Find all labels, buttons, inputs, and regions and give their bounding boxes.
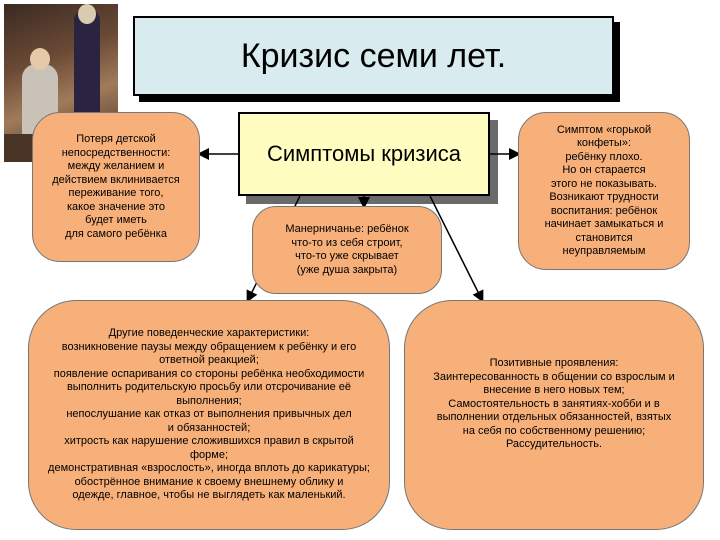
page-title: Кризис семи лет. — [240, 36, 507, 75]
bitter-text: Симптом «горькой конфеты»: ребёнку плохо. Но он старается этого не показывать. Возникают трудности воспитания: ребёнок начинает замыкаться и становится неуправляемым — [544, 123, 664, 257]
other-text: Другие поведенческие характеристики: возникновение паузы между обращением к ребёнку и его ответной реакцией; появление оспаривания со стороны ребёнка необходимости выполнить родительскую просьбу или отсрочивание её выполнения; непослушание как отказ от выполнения привычных дел и обязанностей; хитрость как нарушение сложившихся правил в скрытой форме; демонстративная «взрослость», иногда вплоть до карикатуры; обострённое внимание к своему внешнему облику и одежде, главное, чтобы не выглядеть как маленький. — [48, 327, 370, 502]
other-behaviors-box — [28, 300, 390, 530]
loss-of-spontaneity-box — [32, 112, 200, 262]
symptoms-box — [238, 112, 490, 196]
mannerism-text: Манерничанье: ребёнок что-то из себя строит, что-то уже скрывает (уже душа закрыта) — [285, 223, 409, 276]
bitter-candy-box — [518, 112, 690, 270]
loss-text: Потеря детской непосредственности: между желанием и действием вклинивается переживание того, какое значение это будет иметь для самого ребёнка — [52, 133, 180, 240]
symptoms-title: Симптомы кризиса — [266, 141, 462, 166]
positive-manifestations-box — [404, 300, 704, 530]
mannerism-box — [252, 206, 442, 294]
positive-text: Позитивные проявления: Заинтересованность в общении со взрослым и внесение в него новых тем; Самостоятельность в занятиях-хобби и в выполнении отдельных обязанностей, взятых на себя по собственному решению; Рассудительность. — [433, 357, 675, 450]
